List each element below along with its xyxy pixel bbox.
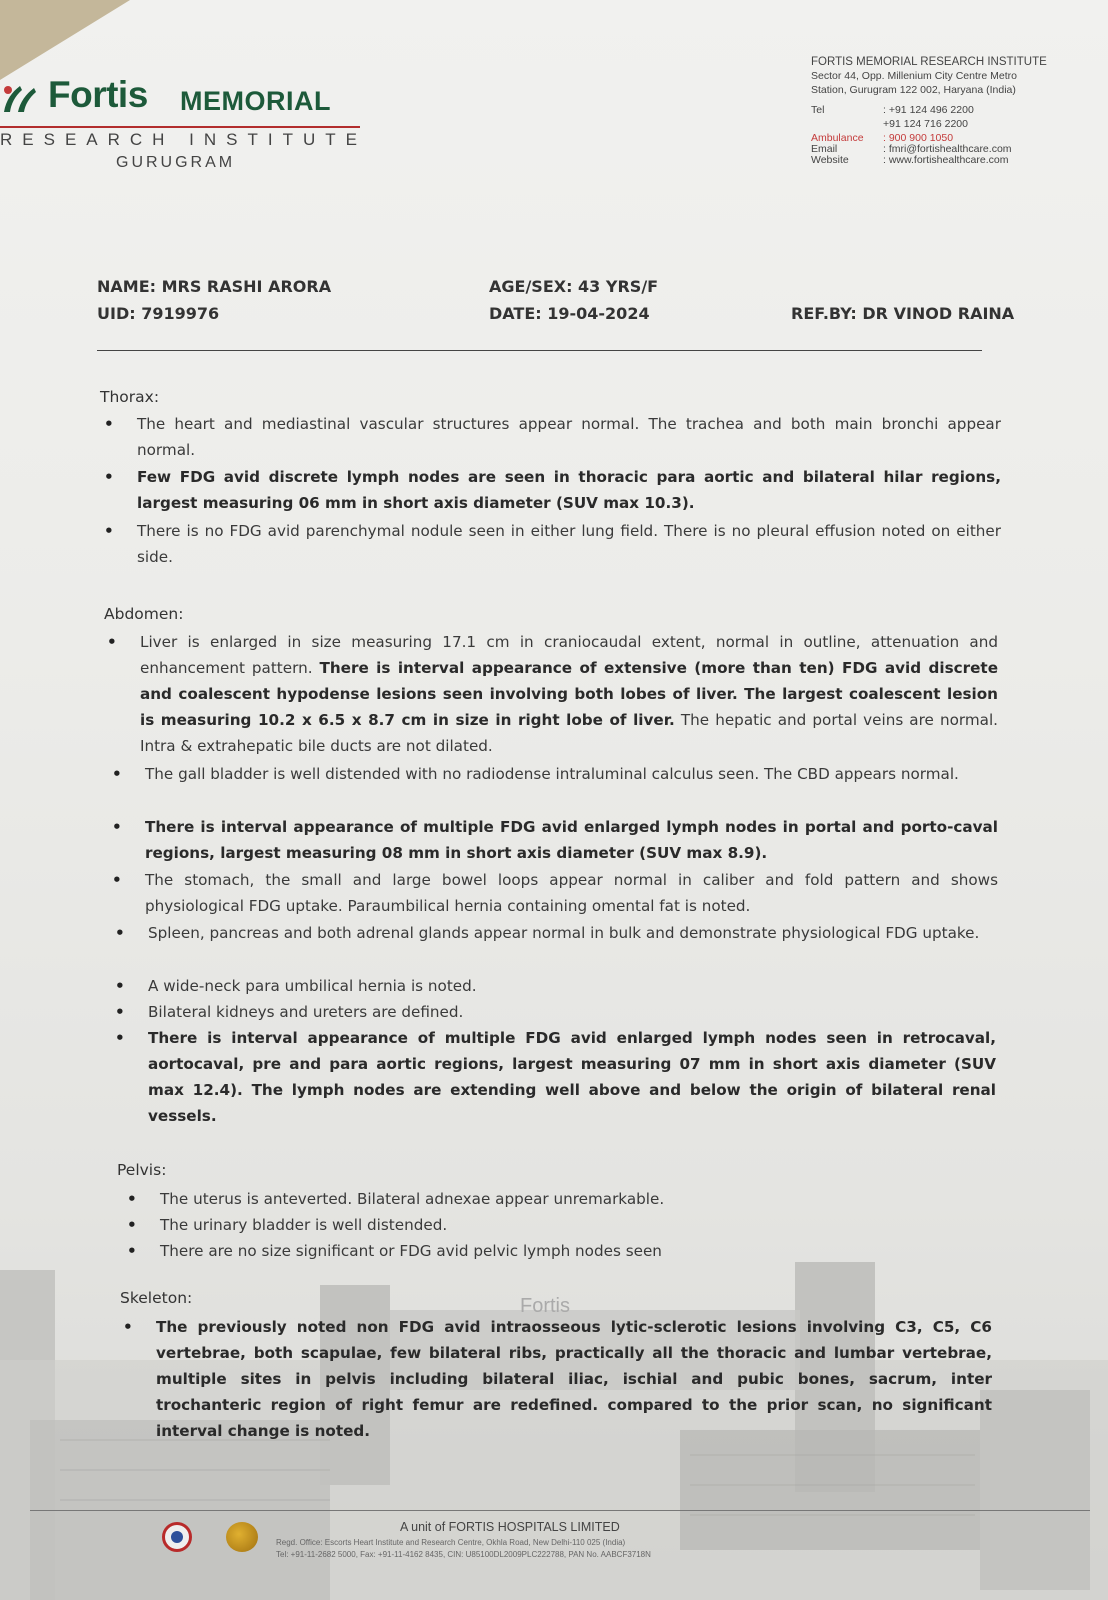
hospital-address-block: [811, 55, 1101, 167]
abdomen-item: • Bilateral kidneys and ureters are defined.: [148, 999, 996, 1025]
referred-by: REF.BY: DR VINOD RAINA: [791, 304, 1015, 323]
abdomen-item-liver: [140, 629, 998, 759]
abdomen-item: • The stomach, the small and large bowel loops appear normal in caliber and fold pattern and shows physiological FDG uptake. Paraumbilical hernia containing omental fat is noted.: [145, 867, 998, 919]
section-title-thorax: Thorax:: [100, 388, 160, 406]
pelvis-item: • The uterus is anteverted. Bilateral adnexae appear unremarkable.: [160, 1186, 990, 1212]
footer-line-2: Tel: +91-11-2682 5000, Fax: +91-11-4162 8435, CIN: U85100DL2009PLC222788, PAN No. AABCF3718N: [276, 1550, 651, 1559]
footer-divider: [30, 1510, 1090, 1511]
footer-unit-text: A unit of FORTIS HOSPITALS LIMITED: [400, 1520, 620, 1534]
logo-subtitle: RESEARCH INSTITUTE: [0, 130, 368, 149]
thorax-item: • The heart and mediastinal vascular structures appear normal. The trachea and both main bronchi appear normal.: [137, 411, 1001, 463]
thorax-item: • Few FDG avid discrete lymph nodes are seen in thoracic para aortic and bilateral hilar regions, largest measuring 06 mm in short axis diameter (SUV max 10.3).: [137, 464, 1001, 516]
logo-memorial-text: MEMORIAL: [180, 86, 331, 116]
skeleton-item: • The previously noted non FDG avid intraosseous lytic-sclerotic lesions involving C3, C5, C6 vertebrae, both scapulae, few bilateral ribs, practically all the thoracic and lumbar vertebrae, multiple sites in pelvis including bilateral iliac, ischial and pubic bones, sacrum, inter trochanteric region of right femur are redefined. compared to the prior scan, no significant interval change is noted.: [156, 1314, 992, 1444]
contact-tel: Tel : +91 124 496 2200: [811, 104, 974, 116]
header-divider: [97, 350, 982, 351]
logo-city: GURUGRAM: [116, 154, 236, 171]
liver-finding-a: Liver is enlarged in size measuring 17.1 cm in craniocaudal extent, normal in outline, attenuation and enhancement pattern.: [140, 633, 998, 677]
contact-website: Website : www.fortishealthcare.com: [811, 154, 1009, 166]
fortis-logo-icon: [0, 82, 44, 116]
contact-ambulance: Ambulance : 900 900 1050: [811, 132, 954, 144]
liver-finding-b: There is interval appearance of extensive (more than ten) FDG avid discrete and coalescent hypodense lesions seen involving both lobes of liver. The largest coalescent lesion is measuring 10.2 x 6.5 x 8.7 cm in size in right lobe of liver.: [140, 659, 998, 729]
watermark-logo-text: Fortis: [520, 1295, 570, 1317]
pelvis-item: • There are no size significant or FDG avid pelvic lymph nodes seen: [160, 1238, 990, 1264]
footer-line-1: Regd. Office: Escorts Heart Institute and Research Centre, Okhla Road, New Delhi-110 025 (India): [276, 1538, 626, 1547]
address-title: FORTIS MEMORIAL RESEARCH INSTITUTE: [811, 56, 1047, 68]
abdomen-item: • There is interval appearance of multiple FDG avid enlarged lymph nodes seen in retrocaval, aortocaval, pre and para aortic regions, largest measuring 07 mm in short axis diameter (SUV max 12.4). The lymph nodes are extending well above and below the origin of bilateral renal vessels.: [148, 1025, 996, 1129]
logo-brand-text: Fortis: [48, 74, 148, 115]
address-line-2: Station, Gurugram 122 002, Haryana (India): [811, 84, 1016, 96]
thorax-item: • There is no FDG avid parenchymal nodule seen in either lung field. There is no pleural effusion noted on either side.: [137, 518, 1001, 570]
report-date: DATE: 19-04-2024: [489, 304, 650, 323]
accreditation-seal-icon: [162, 1522, 192, 1552]
address-line-1: Sector 44, Opp. Millenium City Centre Metro: [811, 70, 1017, 82]
abdomen-item: • A wide-neck para umbilical hernia is noted.: [148, 973, 996, 999]
abdomen-item: • The gall bladder is well distended with no radiodense intraluminal calculus seen. The CBD appears normal.: [145, 761, 998, 787]
fortis-logo: [0, 74, 370, 184]
section-title-skeleton: Skeleton:: [120, 1289, 193, 1307]
section-title-pelvis: Pelvis:: [117, 1161, 167, 1179]
section-title-abdomen: Abdomen:: [104, 605, 184, 623]
contact-email: Email : fmri@fortishealthcare.com: [811, 143, 1012, 155]
contact-tel-2: +91 124 716 2200: [883, 118, 968, 130]
liver-finding-c: The hepatic and portal veins are normal. Intra & extrahepatic bile ducts are not dilated.: [140, 711, 998, 755]
footer-registered-office: [276, 1537, 896, 1561]
abdomen-item: • There is interval appearance of multiple FDG avid enlarged lymph nodes in portal and porto-caval regions, largest measuring 08 mm in short axis diameter (SUV max 8.9).: [145, 814, 998, 866]
patient-name: NAME: MRS RASHI ARORA: [97, 277, 332, 296]
abdomen-item: • Spleen, pancreas and both adrenal glands appear normal in bulk and demonstrate physiological FDG uptake.: [148, 920, 996, 946]
logo-divider: [0, 126, 360, 128]
pelvis-item: • The urinary bladder is well distended.: [160, 1212, 990, 1238]
patient-age-sex: AGE/SEX: 43 YRS/F: [489, 277, 659, 296]
certification-badge-icon: [226, 1522, 258, 1552]
page-corner-fold: [0, 0, 130, 80]
patient-uid: UID: 7919976: [97, 304, 220, 323]
